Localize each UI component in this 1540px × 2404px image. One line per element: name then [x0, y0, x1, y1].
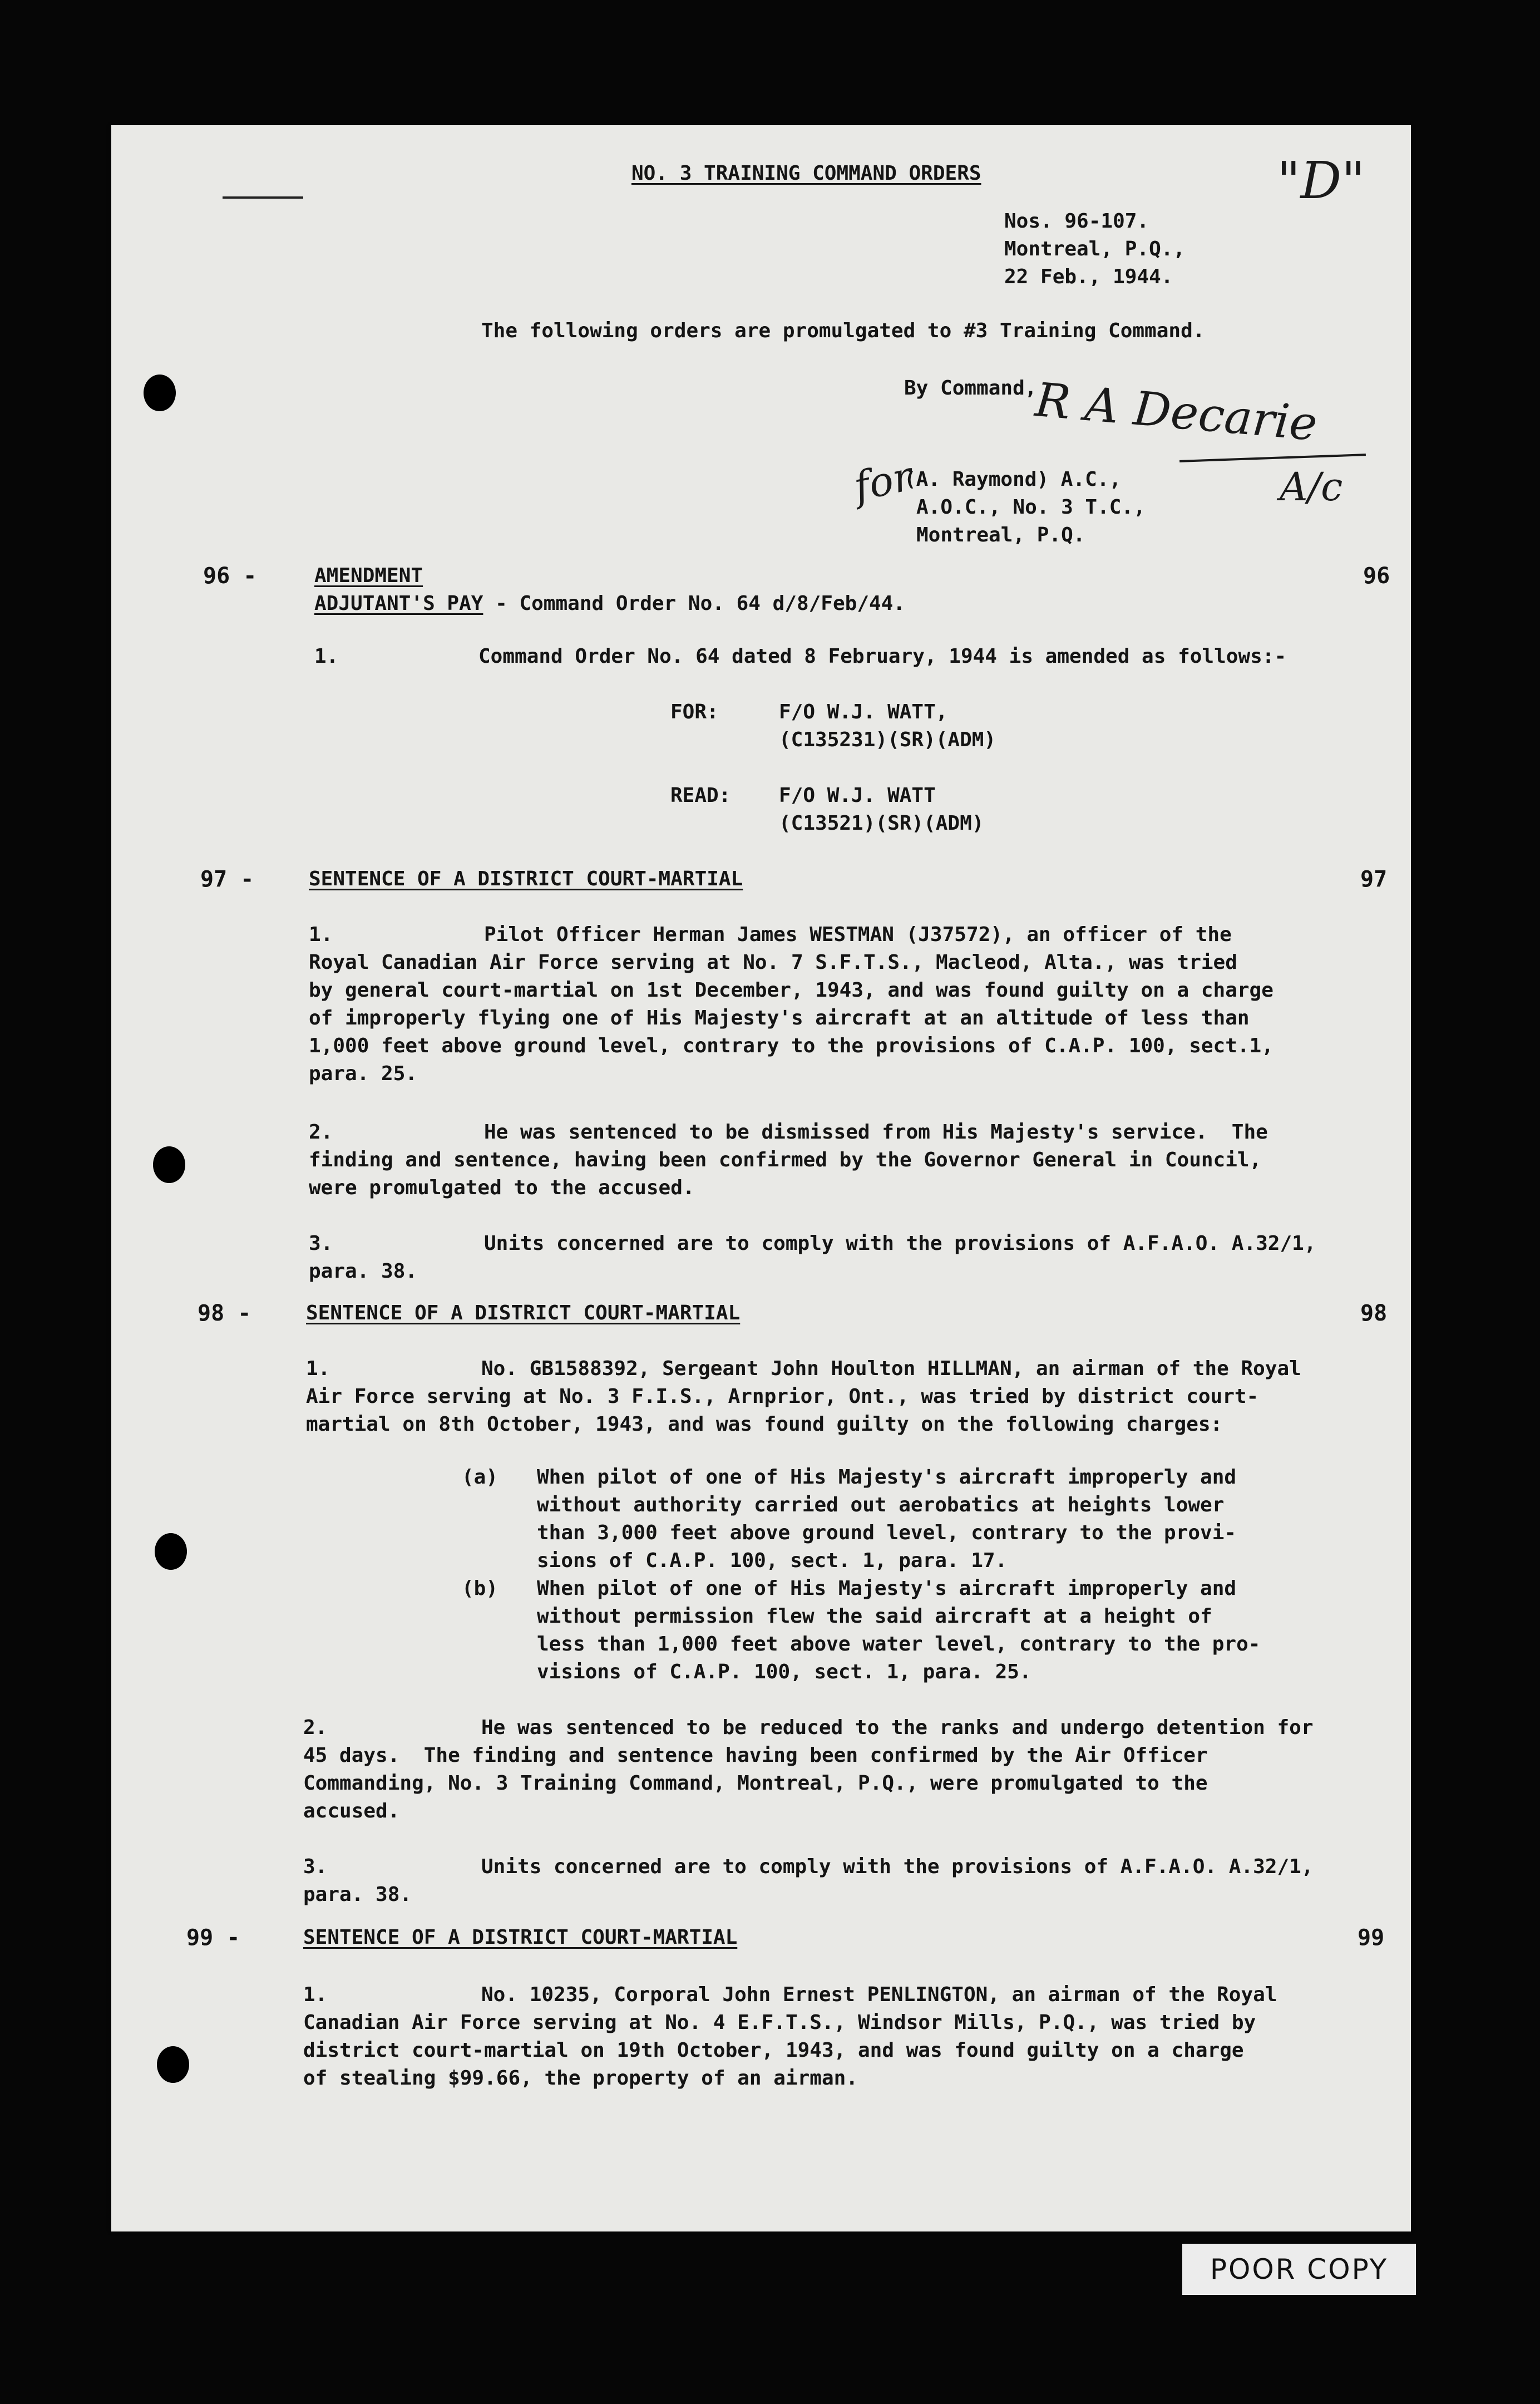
punch-hole	[155, 1533, 187, 1570]
order-99-number-right: 99	[1358, 1925, 1385, 1950]
order-98-heading: SENTENCE OF A DISTRICT COURT-MARTIAL	[306, 1302, 741, 1324]
order-98-p1-num: 1.	[306, 1357, 330, 1380]
charge-a-line-4: sions of C.A.P. 100, sect. 1, para. 17.	[537, 1549, 1008, 1572]
order-97-p1-line-2: Royal Canadian Air Force serving at No. 7 S.F.T.S., Macleod, Alta., was tried	[309, 951, 1237, 974]
order-99-p1-num: 1.	[303, 1983, 328, 2006]
charge-b-line-2: without permission flew the said aircraft at a height of	[537, 1605, 1212, 1628]
order-99-p1-line-1: No. 10235, Corporal John Ernest PENLINGTON, an airman of the Royal	[481, 1983, 1277, 2006]
header-place: Montreal, P.Q.,	[1004, 238, 1186, 260]
order-98-p3-line-1: Units concerned are to comply with the provisions of A.F.A.O. A.32/1,	[481, 1855, 1314, 1878]
order-98-p1-line-1: No. GB1588392, Sergeant John Houlton HILLMAN, an airman of the Royal	[481, 1357, 1301, 1380]
order-98-p2-line-2: 45 days. The finding and sentence having been confirmed by the Air Officer	[303, 1744, 1208, 1767]
order-97-p1-line-6: para. 25.	[309, 1062, 418, 1085]
order-98-p1-line-3: martial on 8th October, 1943, and was found guilty on the following charges:	[306, 1413, 1223, 1436]
order-96-p1: Command Order No. 64 dated 8 February, 1944 is amended as follows:-	[478, 645, 1287, 668]
charge-b-line-4: visions of C.A.P. 100, sect. 1, para. 25.	[537, 1661, 1031, 1683]
poor-copy-stamp	[1182, 2244, 1416, 2295]
order-96-for-label: FOR:	[670, 701, 719, 723]
order-98-p2-line-1: He was sentenced to be reduced to the ranks and undergo detention for	[481, 1716, 1314, 1739]
signature-ac: A/c	[1280, 464, 1343, 510]
punch-hole	[144, 375, 176, 411]
order-98-number-right: 98	[1360, 1300, 1388, 1326]
order-96-heading-1: AMENDMENT	[314, 564, 423, 587]
order-96-read-line-1: F/O W.J. WATT	[779, 784, 936, 807]
order-97-p2-line-3: were promulgated to the accused.	[309, 1176, 695, 1199]
order-96-for-line-1: F/O W.J. WATT,	[779, 701, 948, 723]
charge-a-label: (a)	[462, 1466, 498, 1489]
signatory-line-1: (A. Raymond) A.C.,	[904, 468, 1122, 491]
order-98-p1-line-2: Air Force serving at No. 3 F.I.S., Arnprior, Ont., was tried by district court-	[306, 1385, 1259, 1408]
order-96-number: 96 -	[203, 563, 257, 589]
order-97-heading: SENTENCE OF A DISTRICT COURT-MARTIAL	[309, 868, 743, 890]
handwritten-mark: "D"	[1277, 151, 1365, 210]
charge-a-line-3: than 3,000 feet above ground level, contrary to the provi-	[537, 1521, 1237, 1544]
order-98-number: 98 -	[198, 1300, 251, 1326]
charge-a-line-1: When pilot of one of His Majesty's aircraft improperly and	[537, 1466, 1237, 1489]
punch-hole	[157, 2046, 189, 2083]
order-97-p1-num: 1.	[309, 923, 333, 946]
ink-mark	[223, 196, 303, 199]
document-title: NO. 3 TRAINING COMMAND ORDERS	[631, 162, 981, 185]
order-98-p2-num: 2.	[303, 1716, 328, 1739]
signature-underline	[1179, 454, 1366, 462]
order-99-p1-line-4: of stealing $99.66, the property of an airman.	[303, 2067, 858, 2090]
order-97-number: 97 -	[200, 866, 254, 892]
order-97-p1-line-4: of improperly flying one of His Majesty's aircraft at an altitude of less than	[309, 1007, 1250, 1029]
order-99-p1-line-3: district court-martial on 19th October, 1943, and was found guilty on a charge	[303, 2039, 1244, 2062]
charge-b-label: (b)	[462, 1577, 498, 1600]
order-97-p1-line-5: 1,000 feet above ground level, contrary to the provisions of C.A.P. 100, sect.1,	[309, 1034, 1274, 1057]
header-date: 22 Feb., 1944.	[1004, 265, 1173, 288]
order-97-p3-line-2: para. 38.	[309, 1260, 418, 1283]
order-97-p2-num: 2.	[309, 1121, 333, 1144]
order-99-number: 99 -	[186, 1925, 240, 1950]
charge-a-line-2: without authority carried out aerobatics at heights lower	[537, 1494, 1225, 1516]
order-96-number-right: 96	[1363, 563, 1390, 589]
handwritten-signature: R A Decarie	[1033, 372, 1320, 451]
order-96-read-line-2: (C13521)(SR)(ADM)	[779, 812, 984, 835]
intro-line: The following orders are promulgated to #3 Training Command.	[481, 319, 1205, 342]
order-99-heading: SENTENCE OF A DISTRICT COURT-MARTIAL	[303, 1926, 738, 1949]
poor-copy-label: POOR COPY	[1210, 2253, 1389, 2285]
order-97-p2-line-1: He was sentenced to be dismissed from His Majesty's service. The	[484, 1121, 1268, 1144]
order-96-heading-2: ADJUTANT'S PAY	[314, 592, 483, 615]
order-99-p1-line-2: Canadian Air Force serving at No. 4 E.F.T.S., Windsor Mills, P.Q., was tried by	[303, 2011, 1256, 2034]
order-97-p1-line-3: by general court-martial on 1st December, 1943, and was found guilty on a charge	[309, 979, 1274, 1002]
order-96-read-label: READ:	[670, 784, 731, 807]
order-97-p2-line-2: finding and sentence, having been confirmed by the Governor General in Council,	[309, 1149, 1262, 1171]
document-page	[111, 125, 1411, 2231]
order-numbers: Nos. 96-107.	[1004, 210, 1149, 233]
order-97-p3-line-1: Units concerned are to comply with the provisions of A.F.A.O. A.32/1,	[484, 1232, 1316, 1255]
charge-b-line-1: When pilot of one of His Majesty's aircraft improperly and	[537, 1577, 1237, 1600]
order-98-p2-line-3: Commanding, No. 3 Training Command, Montreal, P.Q., were promulgated to the	[303, 1772, 1208, 1795]
order-97-p3-num: 3.	[309, 1232, 333, 1255]
sign-for-mark: for	[850, 452, 917, 510]
order-98-p2-line-4: accused.	[303, 1800, 400, 1822]
order-97-number-right: 97	[1360, 866, 1388, 892]
by-command: By Command,	[904, 377, 1037, 400]
punch-hole	[153, 1146, 185, 1183]
order-98-p3-num: 3.	[303, 1855, 328, 1878]
signatory-line-3: Montreal, P.Q.	[916, 524, 1085, 546]
order-96-heading-2-rest: - Command Order No. 64 d/8/Feb/44.	[483, 592, 906, 615]
order-96-p1-num: 1.	[314, 645, 339, 668]
order-96-for-line-2: (C135231)(SR)(ADM)	[779, 728, 996, 751]
signatory-line-2: A.O.C., No. 3 T.C.,	[916, 496, 1146, 519]
charge-b-line-3: less than 1,000 feet above water level, contrary to the pro-	[537, 1633, 1261, 1656]
order-98-p3-line-2: para. 38.	[303, 1883, 412, 1906]
order-97-p1-line-1: Pilot Officer Herman James WESTMAN (J37572), an officer of the	[484, 923, 1232, 946]
